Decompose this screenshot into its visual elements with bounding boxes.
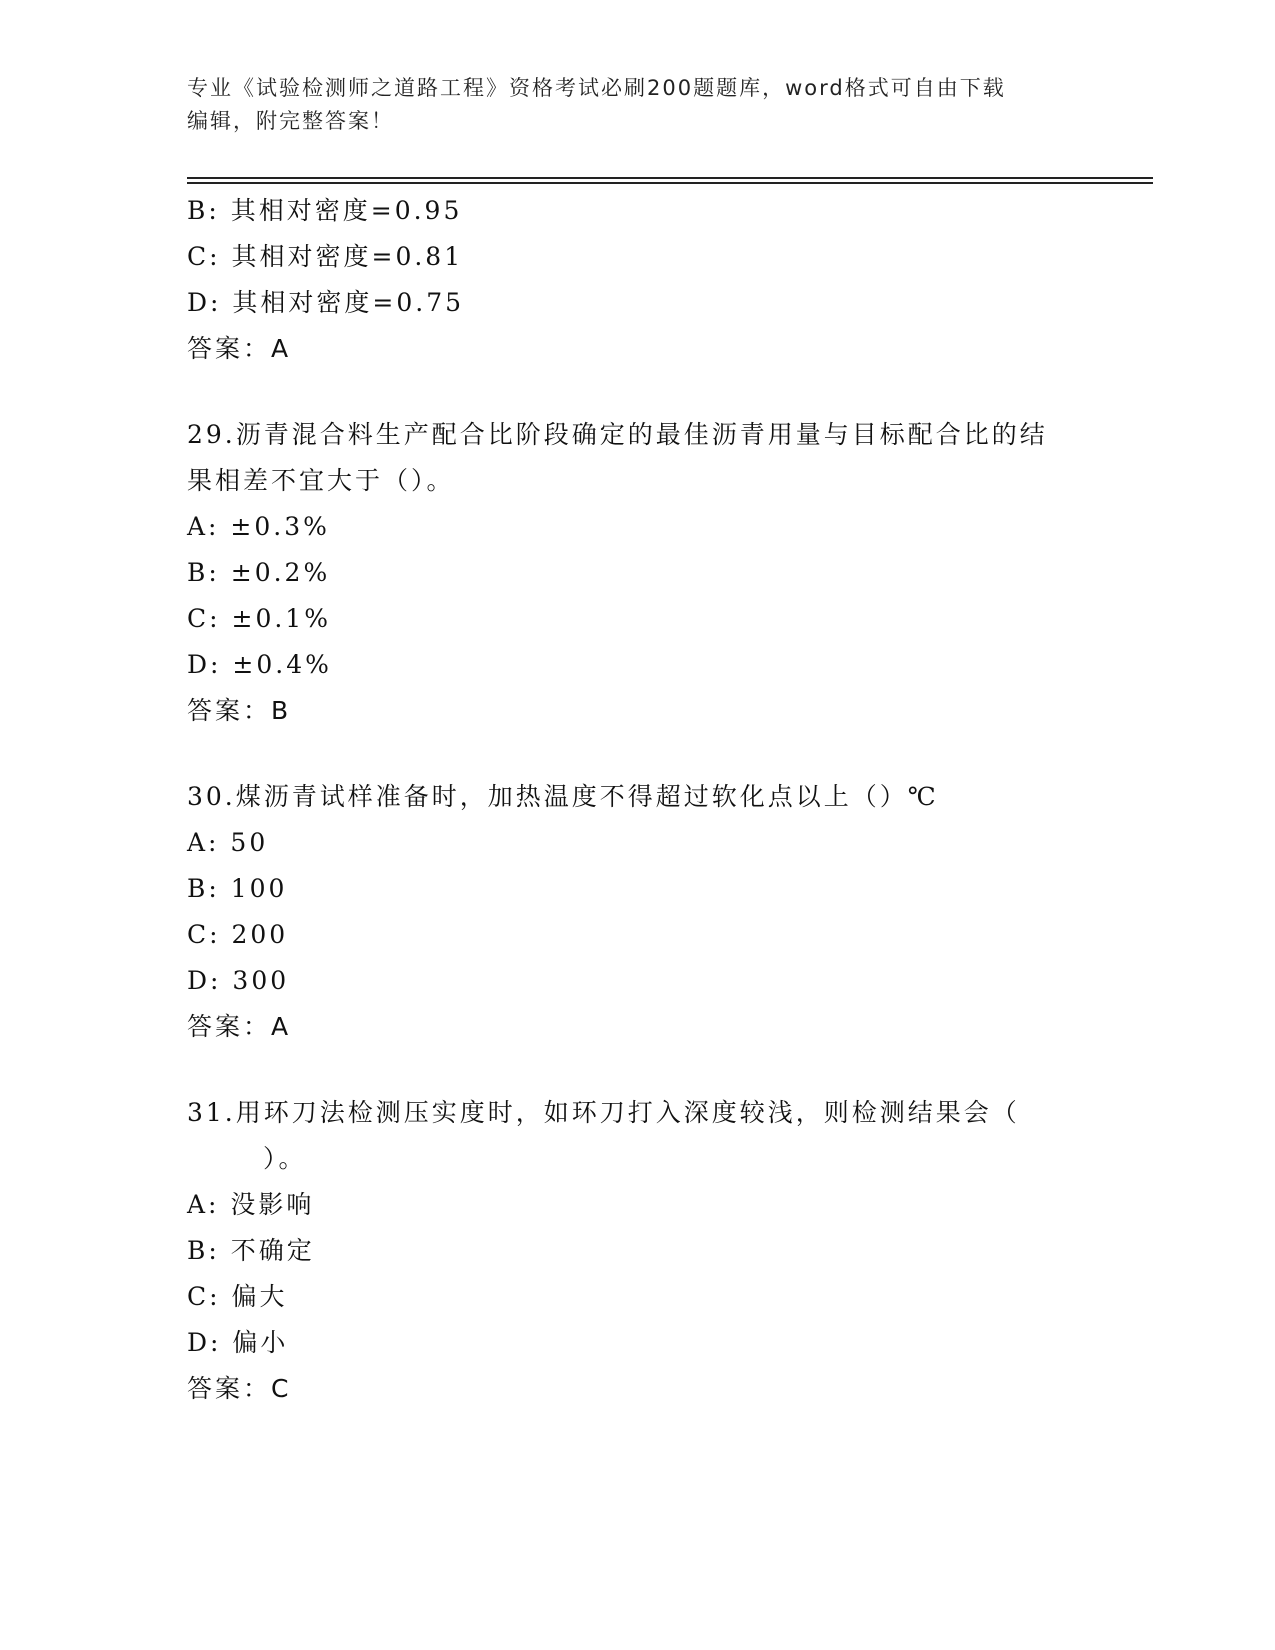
answer: 答案：C [187, 1374, 292, 1403]
header-line-2: 编辑，附完整答案！ [187, 109, 394, 133]
option-c: C: ±0.1% [187, 604, 331, 633]
question-30 [187, 774, 1087, 1050]
option-c: C: 其相对密度=0.81 [187, 242, 464, 271]
option-b: B: 不确定 [187, 1236, 315, 1265]
header-rule-bottom [187, 182, 1153, 184]
answer: 答案：A [187, 1012, 292, 1041]
question-text-line-2: ）。 [263, 1144, 307, 1173]
question-28-tail [187, 188, 1087, 372]
option-d: D: 偏小 [187, 1328, 289, 1357]
option-a: A: ±0.3% [187, 512, 330, 541]
option-c: C: 200 [187, 920, 289, 949]
option-d: D: 其相对密度=0.75 [187, 288, 465, 317]
answer: 答案：A [187, 334, 292, 363]
question-text-line-1: 31.用环刀法检测压实度时，如环刀打入深度较浅，则检测结果会（ [187, 1098, 1020, 1127]
question-31 [187, 1090, 1087, 1412]
header-rule-top [187, 177, 1153, 179]
answer: 答案：B [187, 696, 292, 725]
option-a: A: 没影响 [187, 1190, 315, 1219]
document-header [187, 72, 1067, 138]
option-c: C: 偏大 [187, 1282, 288, 1311]
option-b: B: ±0.2% [187, 558, 331, 587]
option-d: D: 300 [187, 966, 290, 995]
question-text-line-1: 29.沥青混合料生产配合比阶段确定的最佳沥青用量与目标配合比的结 [187, 420, 1048, 449]
question-text-line-1: 30.煤沥青试样准备时，加热温度不得超过软化点以上（）℃ [187, 782, 939, 811]
question-text-line-2: 果相差不宜大于（）。 [187, 466, 455, 495]
header-line-1: 专业《试验检测师之道路工程》资格考试必刷200题题库，word格式可自由下载 [187, 76, 1006, 100]
option-d: D: ±0.4% [187, 650, 332, 679]
question-29 [187, 412, 1087, 734]
question-list [187, 188, 1087, 1412]
option-b: B: 100 [187, 874, 288, 903]
option-b: B: 其相对密度=0.95 [187, 196, 463, 225]
option-a: A: 50 [187, 828, 269, 857]
